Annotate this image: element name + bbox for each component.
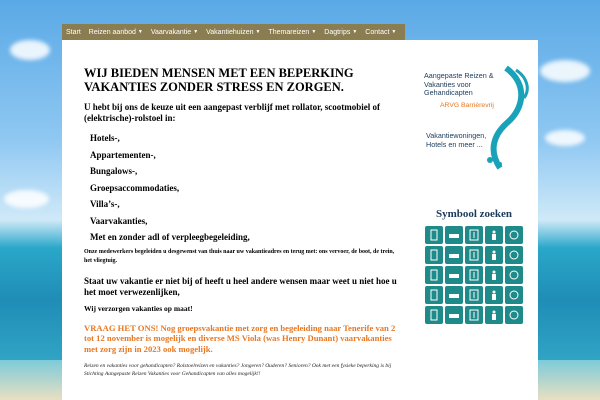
shower-icon[interactable] [505, 226, 523, 244]
nav-item-label: Contact [365, 28, 390, 36]
bed-icon[interactable] [445, 226, 463, 244]
bed-icon[interactable] [465, 306, 483, 324]
intro-text: U hebt bij ons de keuze uit een aangepast verblijf met rollator, scootmobiel of (elektrische)-rolstoel in: [84, 102, 380, 123]
toilet-icon[interactable] [485, 226, 503, 244]
walking-icon[interactable] [485, 266, 503, 284]
list-item: Met en zonder adl of verpleegbegeleiding, [90, 232, 250, 242]
promo-text: VRAAG HET ONS! Nog groepsvakantie met zorg en begeleiding naar Tenerife van 2 tot 12 november is mogelijk en diverse MS Viola (was Henry Dunant) vaarvakanties met zorg zijn in 2023 ook mogelijk. [84, 322, 396, 354]
main-content [84, 66, 402, 378]
custom-trips-text: Wij verzorgen vakanties op maat! [84, 303, 193, 313]
umbrella-icon[interactable] [505, 306, 523, 324]
page-title: WIJ BIEDEN MENSEN MET EEN BEPERKING VAKANTIES ZONDER STRESS EN ZORGEN. [84, 66, 354, 94]
logo-tagline: Aangepaste Reizen & Vakanties voor Gehandicapten [424, 71, 494, 97]
wheelchair-icon[interactable] [445, 286, 463, 304]
chevron-down-icon: ▼ [352, 29, 358, 35]
chevron-down-icon: ▼ [137, 29, 143, 35]
nav-item-0[interactable] [62, 29, 85, 36]
accessible-icon[interactable] [485, 246, 503, 264]
nav-item-3[interactable] [202, 29, 264, 36]
person-icon[interactable] [505, 286, 523, 304]
list-item: Bungalows-, [90, 166, 138, 176]
chevron-down-icon: ▼ [193, 29, 199, 35]
dog-icon[interactable] [505, 246, 523, 264]
nav-item-5[interactable] [320, 29, 361, 36]
medical-icon[interactable] [505, 266, 523, 284]
list-item: Hotels-, [90, 133, 120, 143]
footer-note: Reizen en vakanties voor gehandicapten? Rolstoelreizen en vakanties? Jongeren? Ouderen? Senioren? Ook met een fysieke beperking is bij Stichting Aangepaste Reizen Vakanties voor Gehandicapten van alles mogelijk!! [84, 363, 392, 377]
list-item: Vaarvakanties, [90, 215, 148, 226]
car-icon[interactable] [425, 286, 443, 304]
nav-item-label: Vakantiehuizen [206, 28, 254, 36]
symbol-search-title: Symbool zoeken [435, 208, 513, 220]
elevator-icon[interactable] [465, 226, 483, 244]
arvg-logo[interactable] [418, 64, 530, 184]
nav-item-label: Vaarvakantie [150, 28, 192, 36]
nav-item-label: Reizen aanbod [88, 28, 136, 36]
nav-item-label: Start [66, 28, 81, 36]
wheelchair-icon[interactable] [445, 246, 463, 264]
wheelchair-icon[interactable] [425, 246, 443, 264]
table-icon[interactable] [485, 306, 503, 324]
nav-item-label: Themareizen [268, 28, 310, 36]
nav-item-4[interactable] [264, 29, 320, 36]
chevron-down-icon: ▼ [391, 29, 397, 35]
accommodation-list [90, 130, 402, 246]
transport-note: Onze medewerkers begeleiden u desgewenst van thuis naar uw vakantieadres en terug met: ons vervoer, de boot, de trein, het vliegtuig. [84, 248, 395, 264]
logo-subtitle: Vakantiewoningen, Hotels en meer ... [426, 131, 487, 149]
custom-wishes-text: Staat uw vakantie er niet bij of heeft u heel andere wensen maar weet u niet hoe u het moet verwezenlijken, [84, 275, 397, 297]
nav-item-2[interactable] [147, 29, 202, 36]
chevron-down-icon: ▼ [311, 29, 317, 35]
sidebar [418, 64, 530, 324]
walking-aid-icon[interactable] [465, 246, 483, 264]
person-icon[interactable] [445, 306, 463, 324]
logo-brand: ARVG Barrièrevrij [440, 102, 494, 109]
pool-icon[interactable] [465, 266, 483, 284]
content-page [62, 40, 538, 400]
main-nav [62, 24, 405, 40]
list-item: Villa’s-, [90, 199, 120, 209]
nav-item-6[interactable] [361, 29, 400, 36]
door-icon[interactable] [425, 226, 443, 244]
nav-item-label: Dagtrips [324, 28, 351, 36]
hoist-icon[interactable] [445, 266, 463, 284]
list-item: Appartementen-, [90, 149, 156, 160]
bath-icon[interactable] [425, 266, 443, 284]
symbol-grid [425, 226, 523, 324]
list-item: Groepsaccommodaties, [90, 182, 180, 193]
tub-icon[interactable] [485, 286, 503, 304]
wheelchair-ramp-icon[interactable] [425, 306, 443, 324]
nav-item-1[interactable] [85, 29, 147, 36]
chevron-down-icon: ▼ [255, 29, 261, 35]
house-icon[interactable] [465, 286, 483, 304]
